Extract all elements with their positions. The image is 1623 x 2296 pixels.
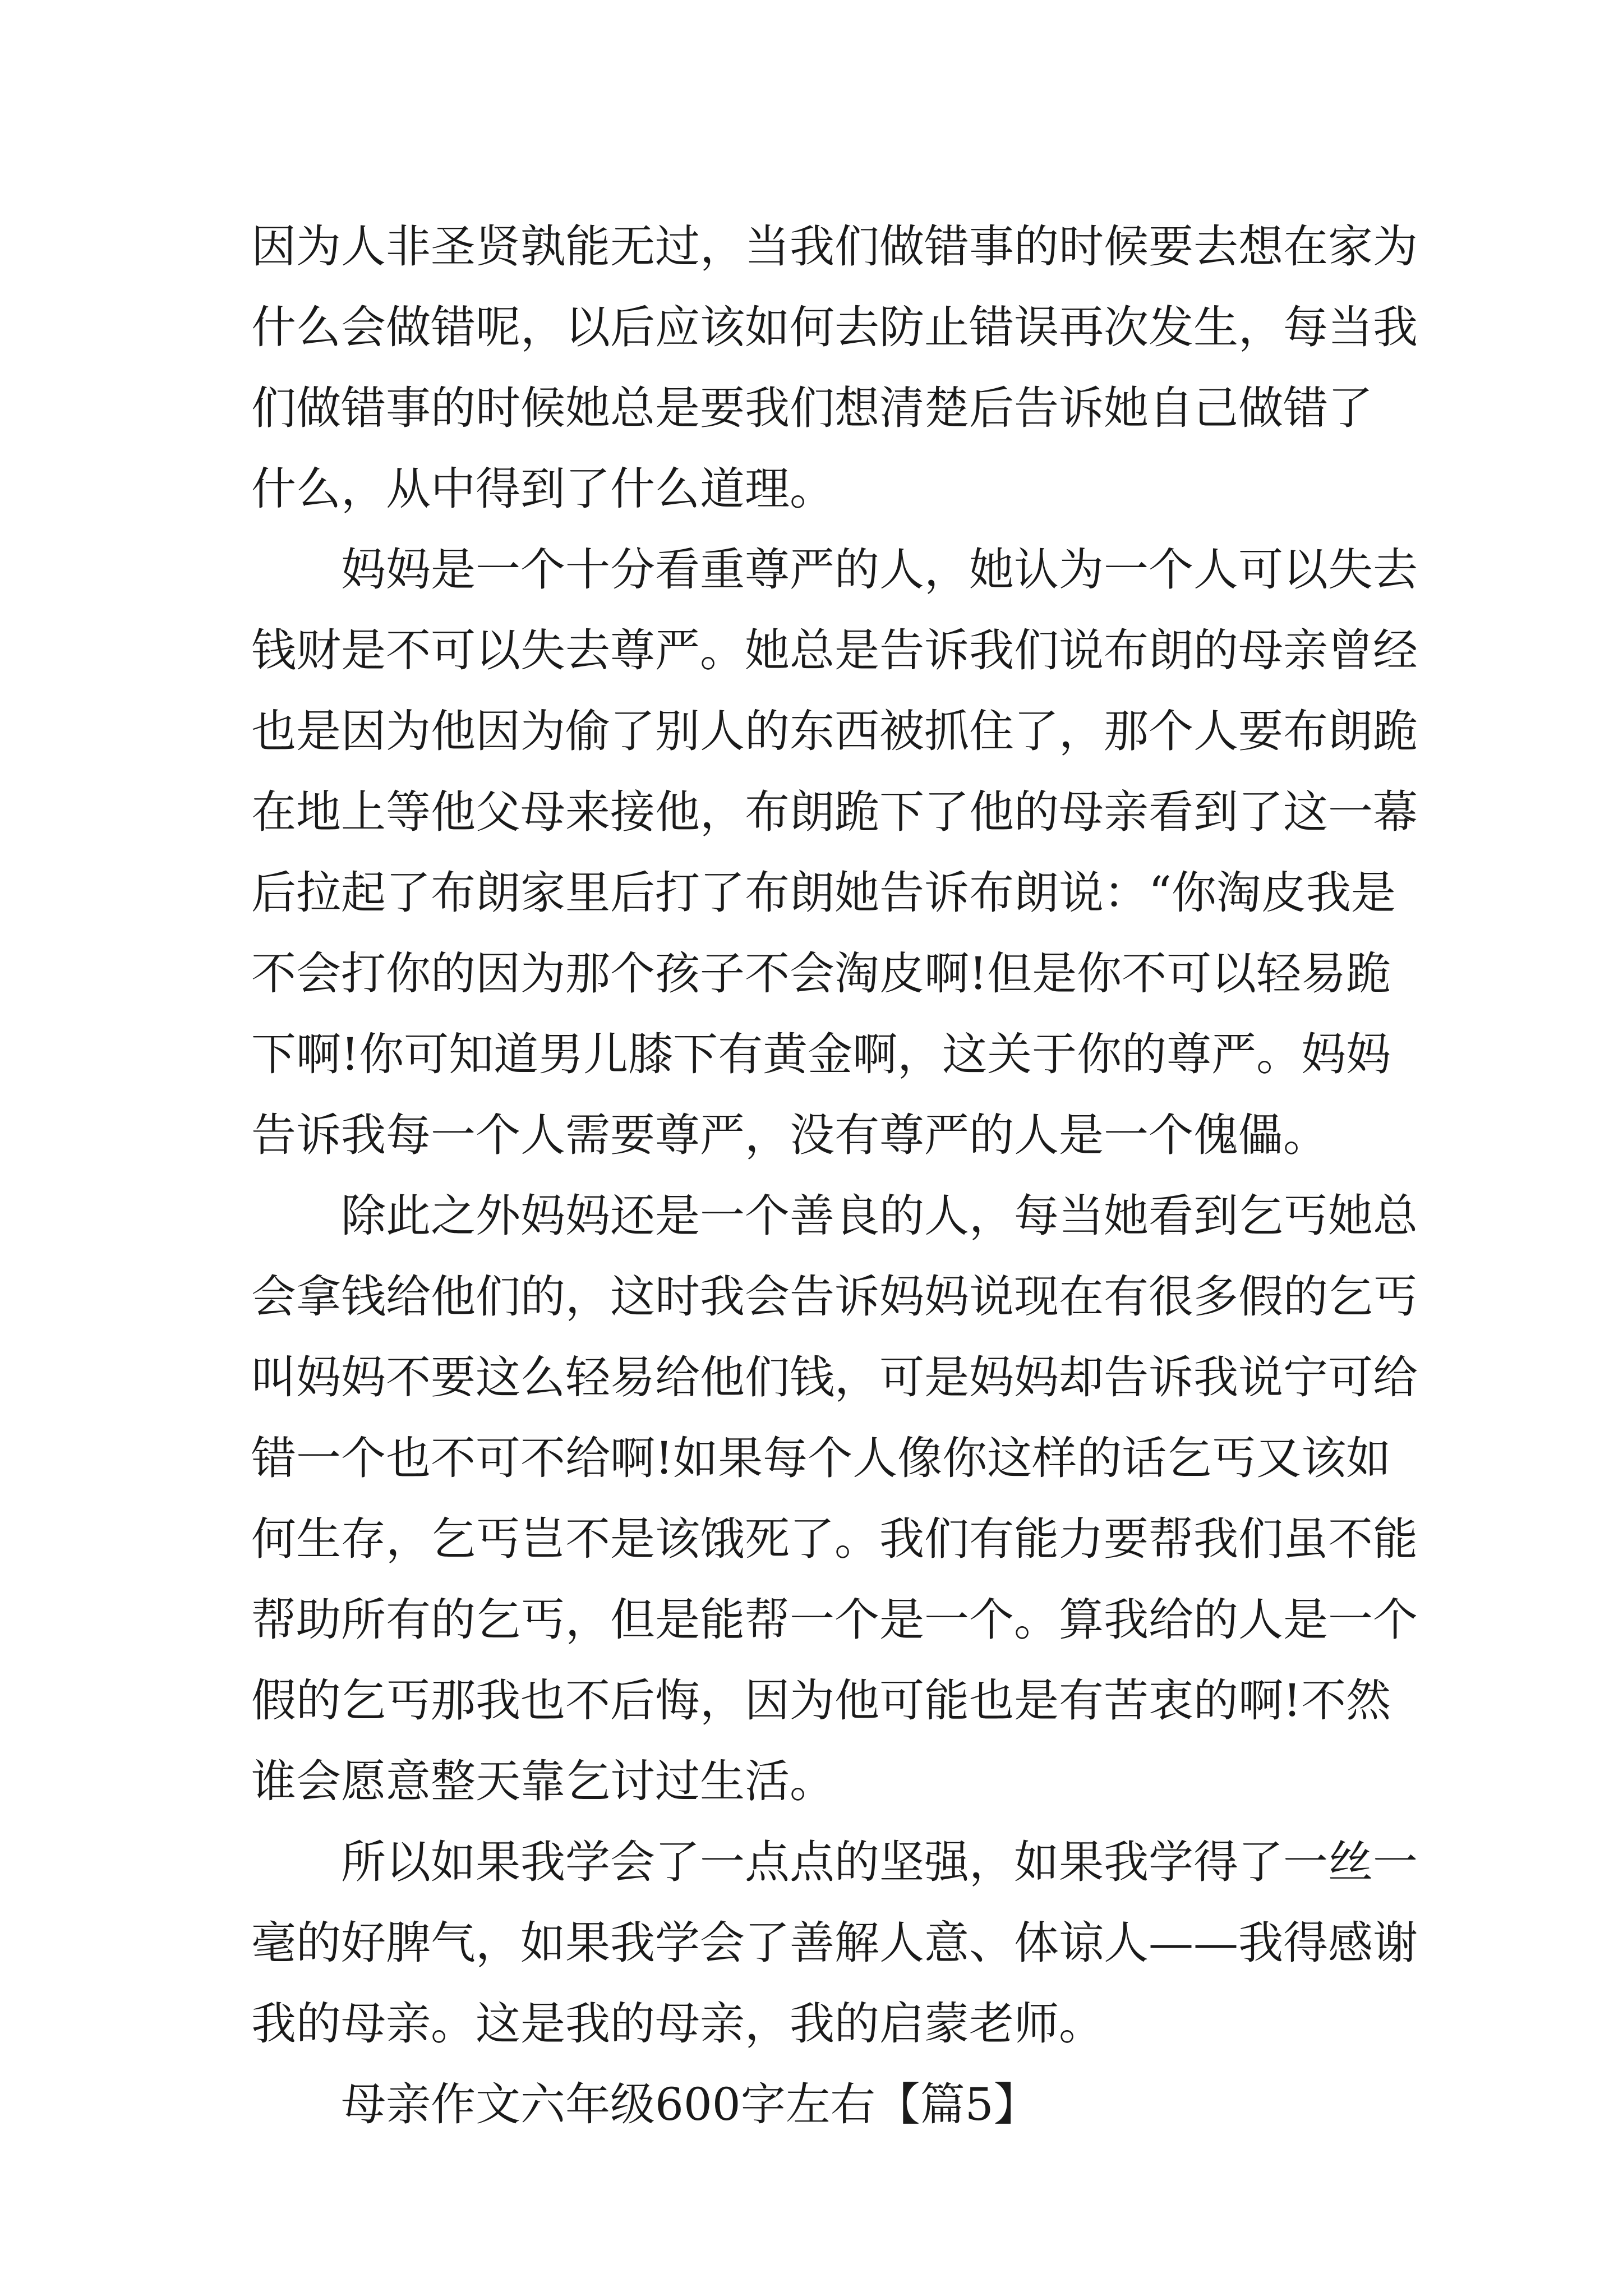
text-line: 什么会做错呢，以后应该如何去防止错误再次发生，每当我 (251, 301, 1418, 353)
text-line: 下啊!你可知道男儿膝下有黄金啊，这关于你的尊严。妈妈 (251, 1028, 1391, 1080)
paragraph-2 (251, 530, 1418, 1176)
text-line: 告诉我每一个人需要尊严，没有尊严的人是一个傀儡。 (251, 1109, 1328, 1161)
text-line: 因为人非圣贤孰能无过，当我们做错事的时候要去想在家为 (251, 220, 1418, 273)
text-line: 帮助所有的乞丐，但是能帮一个是一个。算我给的人是一个 (251, 1594, 1418, 1646)
text-line: 错一个也不可不给啊!如果每个人像你这样的话乞丐又该如 (251, 1432, 1391, 1484)
text-line: 除此之外妈妈还是一个善良的人，每当她看到乞丐她总 (341, 1190, 1418, 1242)
section-heading: 母亲作文六年级600字左右【篇5】 (341, 2078, 1039, 2131)
paragraph-3 (251, 1176, 1418, 1822)
paragraph-4 (251, 1822, 1418, 2064)
text-line: 谁会愿意整天靠乞讨过生活。 (251, 1755, 834, 1807)
text-line: 所以如果我学会了一点点的坚强，如果我学得了一丝一 (341, 1836, 1418, 1888)
text-line: 也是因为他因为偷了别人的东西被抓住了，那个人要布朗跪 (251, 705, 1418, 757)
text-line: 假的乞丐那我也不后悔，因为他可能也是有苦衷的啊!不然 (251, 1674, 1391, 1727)
text-line: 毫的好脾气，如果我学会了善解人意、体谅人——我得感谢 (251, 1917, 1418, 1969)
document-body (251, 206, 1418, 2145)
text-line: 钱财是不可以失去尊严。她总是告诉我们说布朗的母亲曾经 (251, 624, 1418, 677)
paragraph-1 (251, 206, 1418, 530)
text-line: 何生存，乞丐岂不是该饿死了。我们有能力要帮我们虽不能 (251, 1513, 1418, 1565)
text-line: 会拿钱给他们的，这时我会告诉妈妈说现在有很多假的乞丐 (251, 1271, 1418, 1323)
text-line: 们做错事的时候她总是要我们想清楚后告诉她自己做错了 (251, 382, 1373, 434)
text-line: 不会打你的因为那个孩子不会淘皮啊!但是你不可以轻易跪 (251, 947, 1391, 1000)
text-line: 什么，从中得到了什么道理。 (251, 463, 834, 515)
text-line: 后拉起了布朗家里后打了布朗她告诉布朗说：“你淘皮我是 (251, 867, 1396, 919)
text-line: 叫妈妈不要这么轻易给他们钱，可是妈妈却告诉我说宁可给 (251, 1351, 1418, 1404)
text-line: 我的母亲。这是我的母亲，我的启蒙老师。 (251, 1998, 1104, 2050)
text-line: 妈妈是一个十分看重尊严的人，她认为一个人可以失去 (341, 544, 1418, 596)
text-line: 在地上等他父母来接他，布朗跪下了他的母亲看到了这一幕 (251, 786, 1418, 838)
